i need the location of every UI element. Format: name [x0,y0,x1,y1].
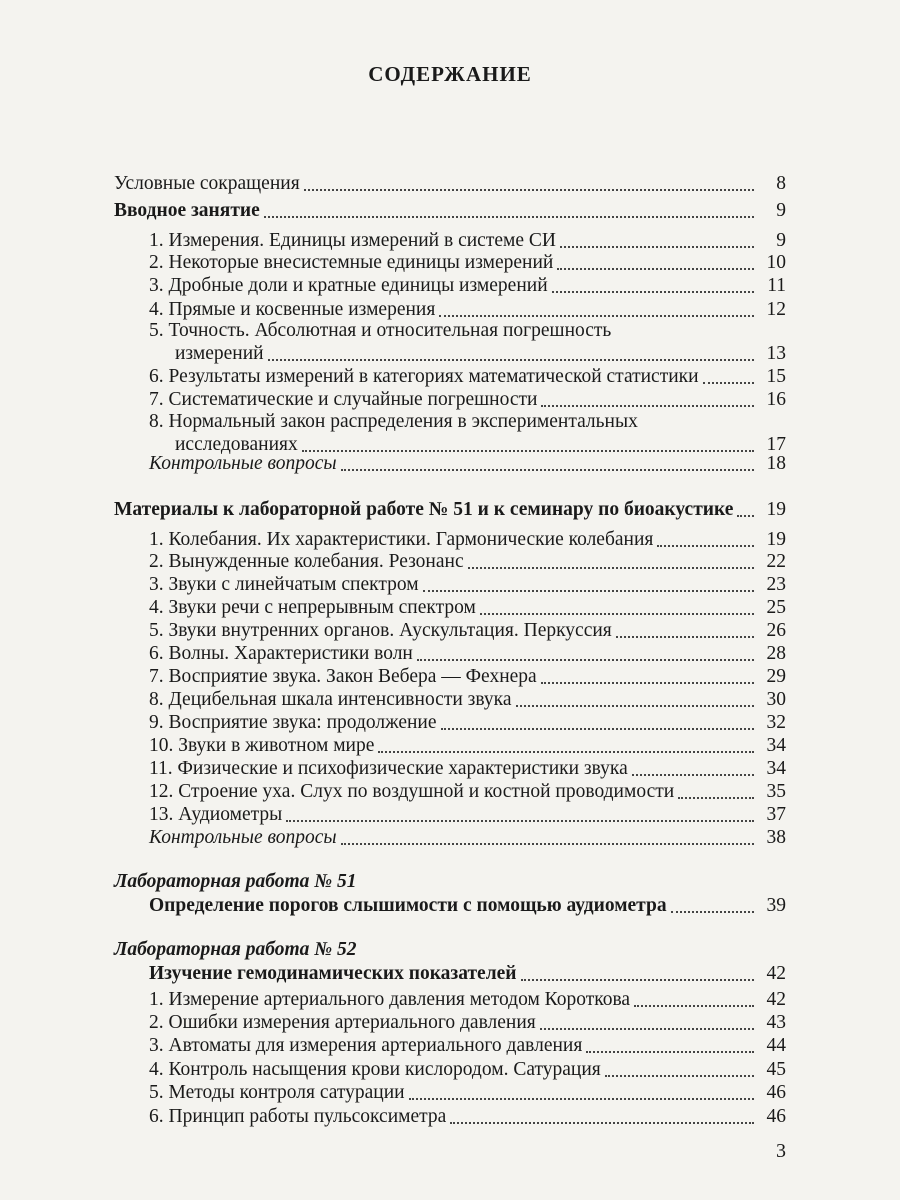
toc-entry-title: 5. Точность. Абсолютная и относительная погрешность [149,320,612,341]
toc-entry-title: Условные сокращения [114,173,300,194]
toc-entry-title: 11. Физические и психофизические характеристики звука [149,758,628,779]
toc-entry [114,869,786,895]
dot-leader [557,268,754,270]
toc-entry [149,451,786,477]
dot-leader [264,216,754,218]
toc-entry-title: 3. Дробные доли и кратные единицы измерений [149,275,548,296]
dot-leader [552,291,754,293]
toc-page-number: 44 [766,1035,786,1056]
toc-entry-title-continued: исследованиях [175,434,298,455]
toc-entry [149,893,786,919]
toc-entry [149,1033,786,1059]
toc-entry [114,937,786,963]
toc-page-number: 23 [766,574,786,595]
toc-entry-title: 8. Нормальный закон распределения в экспериментальных [149,411,638,432]
toc-entry-title: 4. Звуки речи с непрерывным спектром [149,597,476,618]
dot-leader [703,382,754,384]
toc-page-number: 29 [766,666,786,687]
toc-entry-title: 2. Вынужденные колебания. Резонанс [149,551,464,572]
toc-entry-title: 2. Некоторые внесистемные единицы измерений [149,252,554,273]
dot-leader [737,515,754,517]
page-title: СОДЕРЖАНИЕ [368,62,532,86]
toc-entry-title-continued: измерений [175,343,264,364]
toc-entry [149,273,786,299]
dot-leader [450,1122,754,1124]
toc-entry-title: 4. Контроль насыщения крови кислородом. Сатурация [149,1059,601,1080]
toc-entry-title: Определение порогов слышимости с помощью аудиометра [149,895,667,916]
toc-page-number: 10 [766,252,786,273]
toc-page-number: 8 [776,173,786,194]
toc-entry-title: 8. Децибельная шкала интенсивности звука [149,689,512,710]
dot-leader [417,659,754,661]
toc-entry-title: 3. Звуки с линейчатым спектром [149,574,419,595]
dot-leader [439,315,754,317]
dot-leader [341,469,754,471]
dot-leader [616,636,754,638]
dot-leader [441,728,754,730]
toc-entry-title: 9. Восприятие звука: продолжение [149,712,437,733]
toc-page-number: 46 [766,1106,786,1127]
toc-page-number: 12 [766,299,786,320]
dot-leader [678,797,754,799]
toc-page-number: 45 [766,1059,786,1080]
toc-entry [149,1104,786,1130]
toc-page-number: 15 [766,366,786,387]
dot-leader [541,405,754,407]
toc-entry-title: Лабораторная работа № 51 [114,871,357,892]
toc-entry-title: 1. Измерение артериального давления методом Короткова [149,989,631,1010]
dot-leader [268,359,754,361]
toc-entry [149,825,786,851]
toc-entry [114,198,786,224]
dot-leader [516,705,755,707]
toc-entry-title: 2. Ошибки измерения артериального давления [149,1012,536,1033]
dot-leader [378,751,754,753]
dot-leader [480,613,754,615]
toc-page-number: 28 [766,643,786,664]
dot-leader [423,590,754,592]
toc-page-number: 25 [766,597,786,618]
dot-leader [521,979,754,981]
toc-entry [149,1080,786,1106]
dot-leader [541,682,754,684]
toc-entry-title: Лабораторная работа № 52 [114,939,357,960]
toc-entry-title: 1. Измерения. Единицы измерений в системе СИ [149,230,556,251]
toc-entry [114,171,786,197]
toc-page-number: 34 [766,758,786,779]
dot-leader [634,1005,754,1007]
toc-entry-title: Вводное занятие [114,200,260,221]
toc-page-number: 17 [766,434,786,455]
toc-page-number: 9 [776,230,786,251]
page-number: 3 [776,1140,786,1162]
toc-entry-title: 13. Аудиометры [149,804,283,825]
toc-entry-title: 5. Звуки внутренних органов. Аускультация. Перкуссия [149,620,612,641]
toc-page-number: 34 [766,735,786,756]
toc-entry-title: 6. Результаты измерений в категориях математической статистики [149,366,699,387]
dot-leader [409,1098,754,1100]
toc-entry-title: Изучение гемодинамических показателей [149,963,517,984]
toc-page-number: 38 [766,827,786,848]
toc-entry-title: 7. Систематические и случайные погрешности [149,389,538,410]
dot-leader [341,843,754,845]
toc-page-number: 43 [766,1012,786,1033]
toc-entry-title: 6. Принцип работы пульсоксиметра [149,1106,447,1127]
toc-entry-title: 4. Прямые и косвенные измерения [149,299,436,320]
dot-leader [586,1051,754,1053]
toc-entry-title: Контрольные вопросы [149,827,337,848]
toc-page-number: 26 [766,620,786,641]
toc-entry-title: 12. Строение уха. Слух по воздушной и костной проводимости [149,781,675,802]
dot-leader [671,911,754,913]
toc-entry [149,961,786,987]
toc-entry-title: 10. Звуки в животном мире [149,735,375,756]
dot-leader [540,1028,754,1030]
toc-page-number: 9 [776,200,786,221]
toc-page-number: 46 [766,1082,786,1103]
toc-page-number: 35 [766,781,786,802]
toc-page-number: 19 [766,499,786,520]
toc-entry-title: 3. Автоматы для измерения артериального давления [149,1035,583,1056]
toc-entry [114,497,786,523]
toc-entry-title: Контрольные вопросы [149,453,337,474]
toc-page-number: 37 [766,804,786,825]
dot-leader [657,545,754,547]
dot-leader [286,820,754,822]
toc-page-number: 16 [766,389,786,410]
toc-page-number: 13 [766,343,786,364]
toc-page-number: 42 [766,989,786,1010]
toc-page-number: 32 [766,712,786,733]
dot-leader [605,1075,754,1077]
dot-leader [468,567,754,569]
toc-page-number: 18 [766,453,786,474]
dot-leader [304,189,754,191]
toc-page-number: 22 [766,551,786,572]
toc-entry-title: Материалы к лабораторной работе № 51 и к семинару по биоакустике [114,499,734,520]
toc-page-number: 42 [766,963,786,984]
dot-leader [632,774,754,776]
dot-leader [560,246,754,248]
toc-page-number: 11 [767,275,786,296]
toc-entry-title: 7. Восприятие звука. Закон Вебера — Фехнера [149,666,537,687]
toc-entry-title: 1. Колебания. Их характеристики. Гармонические колебания [149,529,654,550]
toc-entry-title: 6. Волны. Характеристики волн [149,643,413,664]
toc-page-number: 39 [766,895,786,916]
toc-entry-title: 5. Методы контроля сатурации [149,1082,405,1103]
toc-page-number: 30 [766,689,786,710]
toc-page-number: 19 [766,529,786,550]
